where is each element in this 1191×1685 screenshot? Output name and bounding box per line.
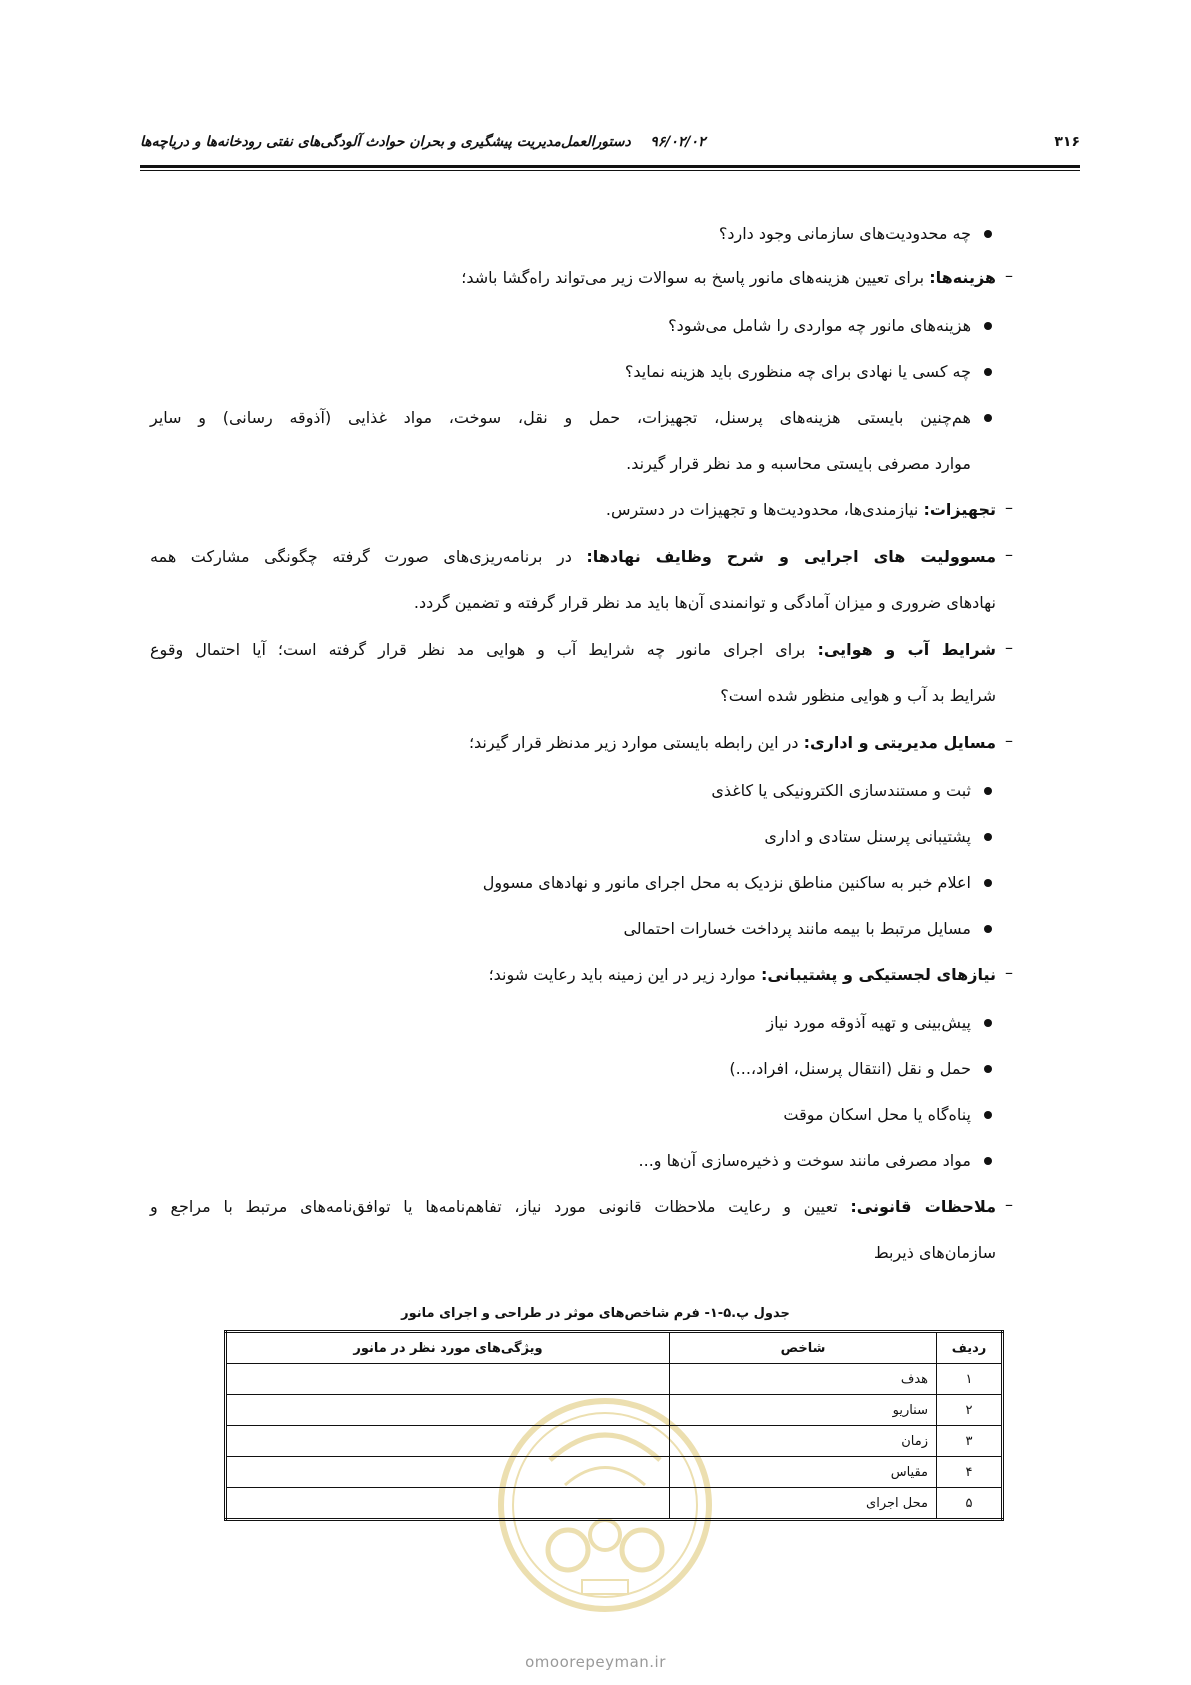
page-number: ۳۱۶ xyxy=(1054,134,1080,150)
dash-icon: – xyxy=(1005,638,1013,657)
list-item: نیازهای لجستیکی و پشتیبانی: موارد زیر در این زمینه باید رعایت شوند؛ xyxy=(488,965,996,984)
table-row xyxy=(226,1488,1003,1520)
list-item: پناه‌گاه یا محل اسکان موقت xyxy=(783,1105,971,1124)
list-item: ملاحظات قانونی: تعیین و رعایت ملاحظات قانونی مورد نیاز، تفاهم‌نامه‌ها یا توافق‌نامه‌های مرتبط با مراجع و xyxy=(150,1197,996,1216)
bullet-icon xyxy=(984,1019,992,1027)
dash-icon: – xyxy=(1005,731,1013,750)
indicator-cell: زمان xyxy=(670,1426,937,1457)
header-title: دستورالعمل‌مدیریت پیشگیری و بحران حوادث آلودگی‌های نفتی رودخانه‌ها و دریاچه‌ها xyxy=(140,134,631,150)
row-number: ۳ xyxy=(937,1426,1003,1457)
list-item: پشتیبانی پرسنل ستادی و اداری xyxy=(764,827,971,846)
features-cell xyxy=(226,1364,670,1395)
list-item: هزینه‌های مانور چه مواردی را شامل می‌شود؟ xyxy=(668,316,971,335)
list-item: چه محدودیت‌های سازمانی وجود دارد؟ xyxy=(718,224,971,243)
list-item: مسایل مدیریتی و اداری: در این رابطه بایستی موارد زیر مدنظر قرار گیرند؛ xyxy=(468,733,996,752)
header-indicator: شاخص xyxy=(670,1332,937,1364)
list-item: هم‌چنین بایستی هزینه‌های پرسنل، تجهیزات، حمل و نقل، سوخت، مواد غذایی (آذوقه رسانی) و سایر xyxy=(150,408,971,427)
row-number: ۴ xyxy=(937,1457,1003,1488)
table-row xyxy=(226,1395,1003,1426)
bullet-icon xyxy=(984,879,992,887)
bullet-icon xyxy=(984,368,992,376)
row-number: ۵ xyxy=(937,1488,1003,1520)
list-item-continuation: شرایط بد آب و هوایی منظور شده است؟ xyxy=(720,686,996,705)
running-title xyxy=(140,134,706,150)
indicator-cell: محل اجرای xyxy=(670,1488,937,1520)
header-rule-thin xyxy=(140,170,1080,171)
header-row-number: ردیف xyxy=(937,1332,1003,1364)
features-cell xyxy=(226,1395,670,1426)
indicator-cell: هدف xyxy=(670,1364,937,1395)
bullet-icon xyxy=(984,787,992,795)
features-cell xyxy=(226,1426,670,1457)
features-cell xyxy=(226,1488,670,1520)
row-number: ۲ xyxy=(937,1395,1003,1426)
dash-icon: – xyxy=(1005,266,1013,285)
bullet-icon xyxy=(984,925,992,933)
table-row xyxy=(226,1457,1003,1488)
bullet-icon xyxy=(984,833,992,841)
indicator-cell: سناریو xyxy=(670,1395,937,1426)
page-header xyxy=(140,128,1080,166)
list-item-continuation: موارد مصرفی بایستی محاسبه و مد نظر قرار گیرند. xyxy=(626,454,971,473)
header-rule-thick xyxy=(140,165,1080,168)
bullet-icon xyxy=(984,230,992,238)
list-item: هزینه‌ها: برای تعیین هزینه‌های مانور پاسخ به سوالات زیر می‌تواند راه‌گشا باشد؛ xyxy=(461,268,996,287)
dash-icon: – xyxy=(1005,545,1013,564)
bullet-icon xyxy=(984,1065,992,1073)
bullet-icon xyxy=(984,1157,992,1165)
bullet-icon xyxy=(984,414,992,422)
list-item: تجهیزات: نیازمندی‌ها، محدودیت‌ها و تجهیزات در دسترس. xyxy=(605,500,996,519)
indicator-cell: مقیاس xyxy=(670,1457,937,1488)
list-item: پیش‌بینی و تهیه آذوقه مورد نیاز xyxy=(766,1013,971,1032)
row-number: ۱ xyxy=(937,1364,1003,1395)
list-item-continuation: سازمان‌های ذیربط xyxy=(873,1243,996,1262)
table-row xyxy=(226,1364,1003,1395)
list-item-continuation: نهادهای ضروری و میزان آمادگی و توانمندی آن‌ها باید مد نظر قرار گرفته و تضمین گردد. xyxy=(413,593,996,612)
indicators-table xyxy=(224,1330,1004,1521)
features-cell xyxy=(226,1457,670,1488)
table-header-row xyxy=(226,1332,1003,1364)
header-date: ۹۶/۰۲/۰۲ xyxy=(650,134,706,150)
dash-icon: – xyxy=(1005,498,1013,517)
list-item: مسوولیت های اجرایی و شرح وظایف نهادها: در برنامه‌ریزی‌های صورت گرفته چگونگی مشارکت همه xyxy=(150,547,997,566)
list-item: مواد مصرفی مانند سوخت و ذخیره‌سازی آن‌ها و... xyxy=(638,1151,971,1170)
list-item: شرایط آب و هوایی: برای اجرای مانور چه شرایط آب و هوایی مد نظر قرار گرفته است؛ آیا احتمال وقوع xyxy=(150,640,997,659)
list-item: مسایل مرتبط با بیمه مانند پرداخت خسارات احتمالی xyxy=(623,919,971,938)
list-item: چه کسی یا نهادی برای چه منظوری باید هزینه نماید؟ xyxy=(624,362,971,381)
table-caption: جدول پ.۵-۱- فرم شاخص‌های موثر در طراحی و اجرای مانور xyxy=(401,1306,790,1321)
dash-icon: – xyxy=(1005,963,1013,982)
bullet-icon xyxy=(984,1111,992,1119)
bullet-icon xyxy=(984,322,992,330)
dash-icon: – xyxy=(1005,1195,1013,1214)
table-row xyxy=(226,1426,1003,1457)
watermark-url: omoorepeyman.ir xyxy=(525,1653,666,1671)
list-item: حمل و نقل (انتقال پرسنل، افراد،...) xyxy=(729,1059,971,1078)
header-features: ویژگی‌های مورد نظر در مانور xyxy=(226,1332,670,1364)
list-item: اعلام خبر به ساکنین مناطق نزدیک به محل اجرای مانور و نهادهای مسوول xyxy=(482,873,971,892)
list-item: ثبت و مستندسازی الکترونیکی یا کاغذی xyxy=(711,781,971,800)
